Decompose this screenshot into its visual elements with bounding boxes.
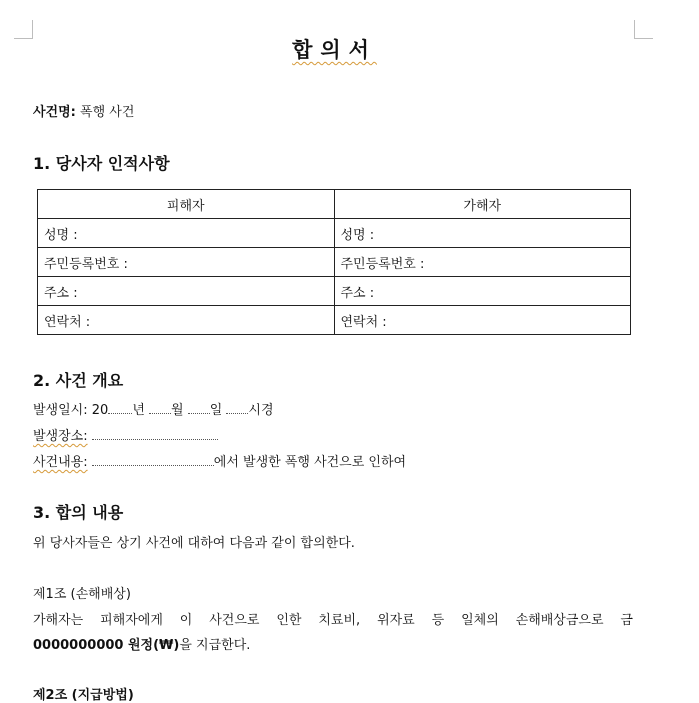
- content-blank: [92, 453, 214, 466]
- month-blank: [149, 401, 171, 414]
- header-victim[interactable]: 피해자: [38, 190, 335, 219]
- day-blank: [188, 401, 210, 414]
- article-1-line-2-suffix: 을 지급한다.: [179, 638, 251, 653]
- year-suffix: 년: [132, 403, 145, 418]
- case-name-value: 폭행 사건: [80, 105, 135, 120]
- place-blank: [92, 427, 218, 440]
- header-offender[interactable]: 가해자: [334, 190, 631, 219]
- hour-suffix: 시경: [248, 403, 274, 418]
- incident-content-line[interactable]: [33, 451, 406, 470]
- day-suffix: 일: [209, 403, 223, 418]
- table-row: [38, 248, 631, 277]
- offender-id-cell[interactable]: 주민등록번호 :: [334, 248, 631, 277]
- section-1-heading[interactable]: 1. 당사자 인적사항: [33, 154, 170, 173]
- victim-id-cell[interactable]: 주민등록번호 :: [38, 248, 335, 277]
- case-name-label: 사건명:: [33, 105, 76, 120]
- year-blank: [108, 401, 132, 414]
- section-2-heading[interactable]: 2. 사건 개요: [33, 371, 124, 390]
- agreement-intro[interactable]: 위 당사자들은 상기 사건에 대하여 다음과 같이 합의한다.: [33, 536, 355, 551]
- compensation-amount: 0000000000 원정(₩): [33, 638, 180, 653]
- table-header-row: [38, 190, 631, 219]
- month-suffix: 월: [171, 403, 184, 418]
- parties-table: [37, 189, 631, 335]
- article-1-title[interactable]: 제1조 (손해배상): [33, 587, 131, 602]
- document-title[interactable]: [0, 34, 669, 64]
- table-row: [38, 306, 631, 335]
- case-name-line[interactable]: [33, 101, 134, 120]
- table-row: [38, 277, 631, 306]
- content-suffix: 에서 발생한 폭행 사건으로 인하여: [213, 455, 407, 470]
- article-2-title[interactable]: 제2조 (지급방법): [33, 688, 134, 703]
- date-label: 발생일시:: [33, 403, 88, 418]
- place-label: 발생장소:: [33, 429, 88, 444]
- offender-name-cell[interactable]: 성명 :: [334, 219, 631, 248]
- offender-address-cell[interactable]: 주소 :: [334, 277, 631, 306]
- occurrence-date-line[interactable]: [33, 399, 274, 418]
- content-label: 사건내용:: [33, 455, 88, 470]
- document-title-text: 합의서: [292, 38, 377, 62]
- table-row: [38, 219, 631, 248]
- article-1-line-2[interactable]: [33, 634, 250, 653]
- victim-name-cell[interactable]: 성명 :: [38, 219, 335, 248]
- victim-address-cell[interactable]: 주소 :: [38, 277, 335, 306]
- hour-blank: [226, 401, 248, 414]
- victim-contact-cell[interactable]: 연락처 :: [38, 306, 335, 335]
- occurrence-place-line[interactable]: [33, 425, 218, 444]
- offender-contact-cell[interactable]: 연락처 :: [334, 306, 631, 335]
- year-prefix: 20: [91, 403, 109, 418]
- section-3-heading[interactable]: 3. 합의 내용: [33, 503, 124, 522]
- article-1-line-1[interactable]: 가해자는 피해자에게 이 사건으로 인한 치료비, 위자료 등 일체의 손해배상금으로 금: [33, 613, 633, 628]
